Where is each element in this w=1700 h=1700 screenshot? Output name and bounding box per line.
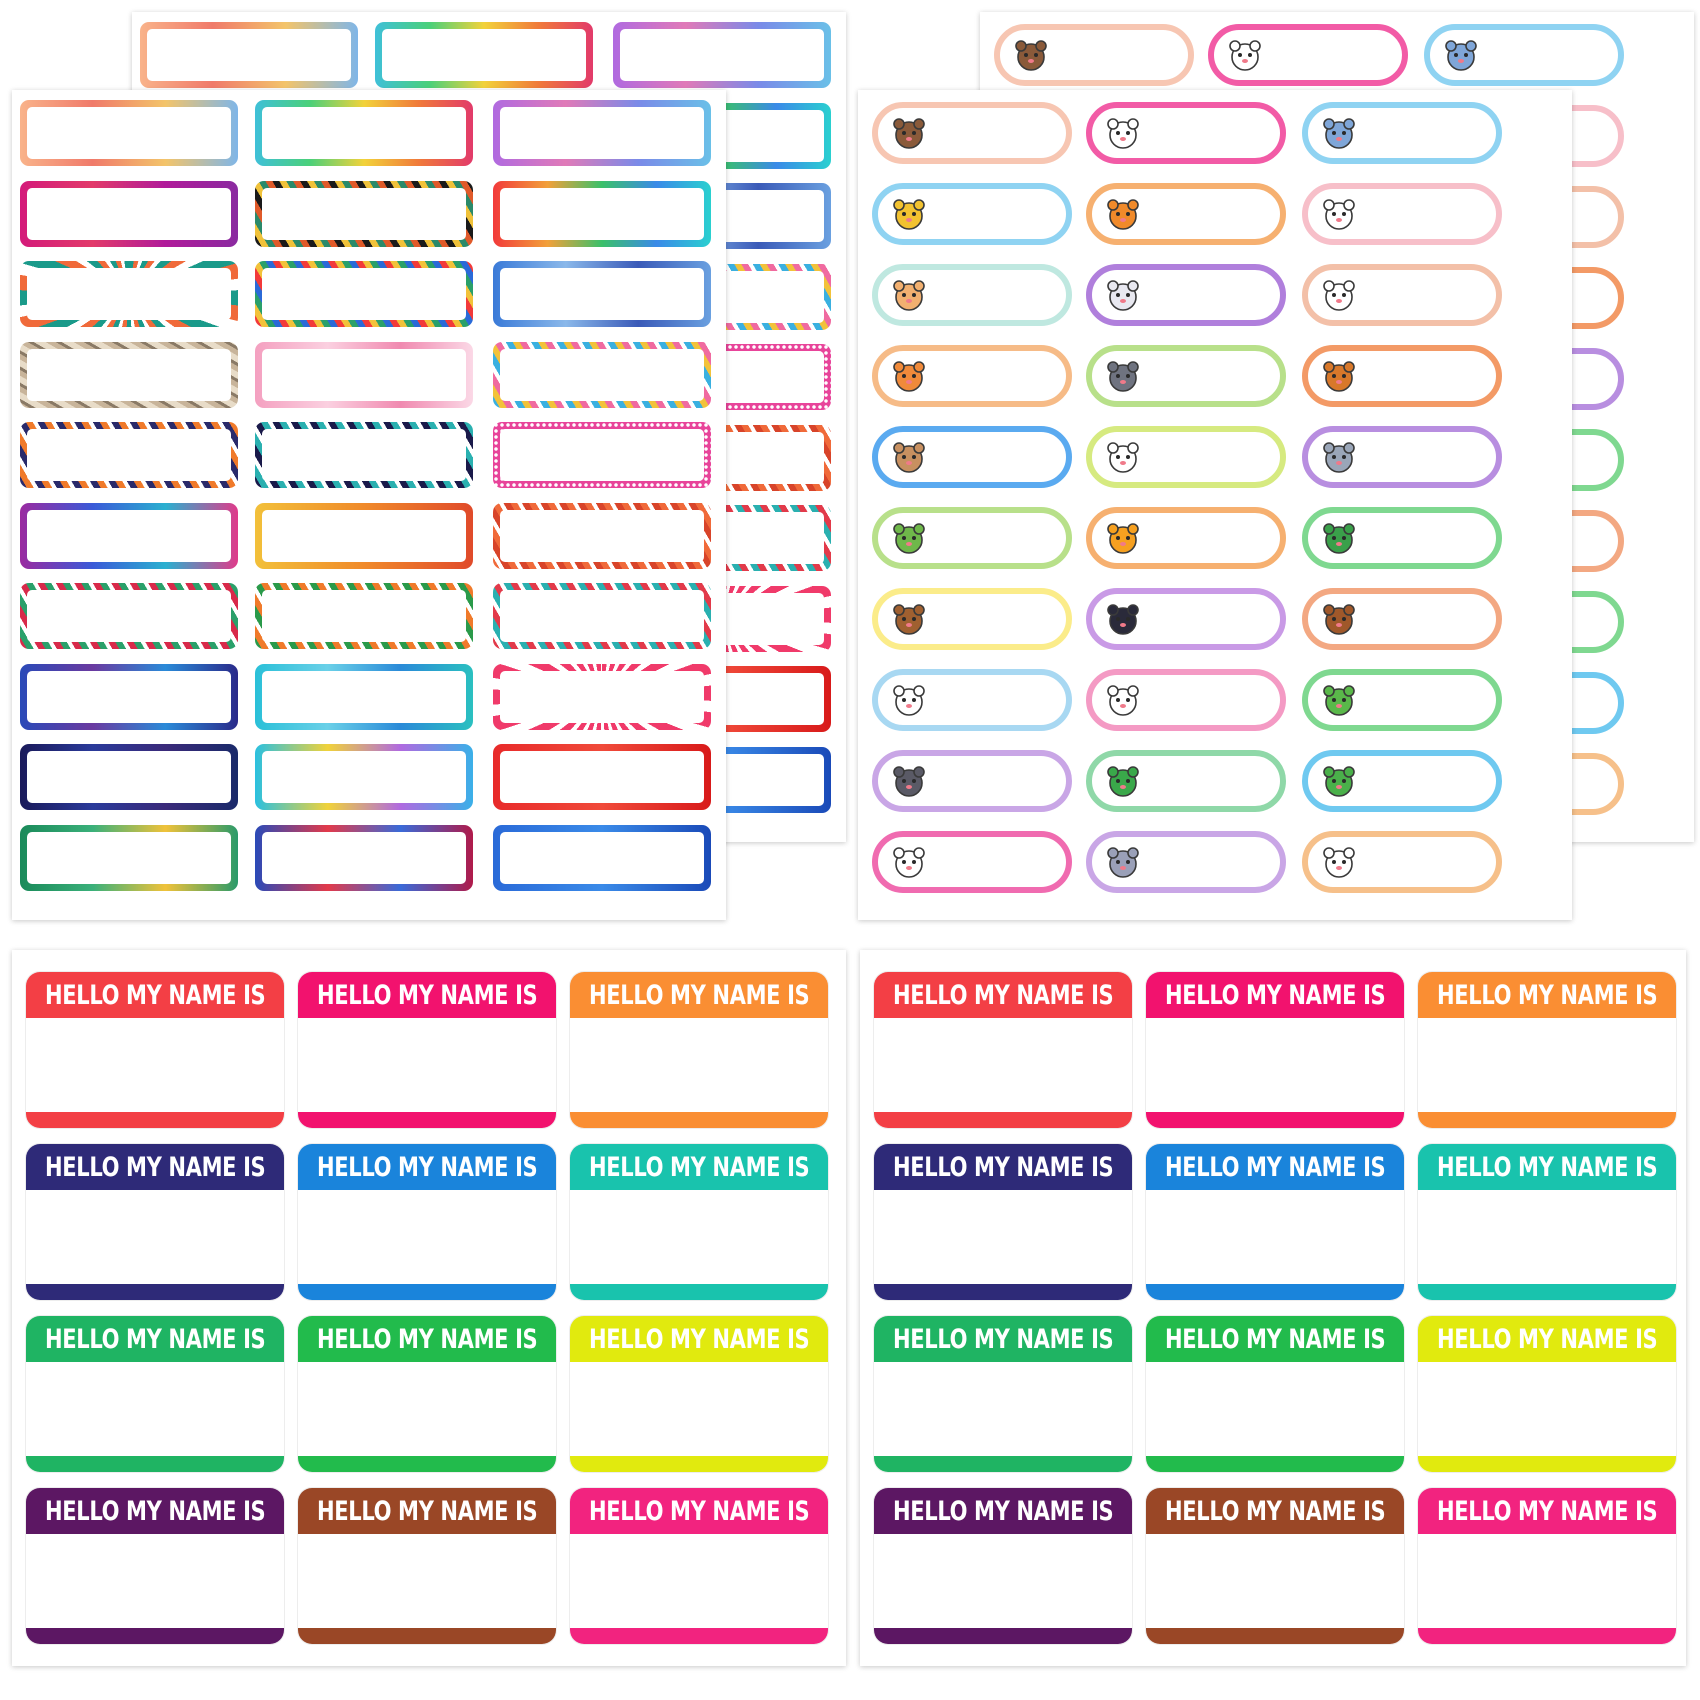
label-writing-area (27, 590, 231, 642)
name-tag-footer-band (26, 1628, 284, 1644)
name-tag-header (298, 1144, 556, 1190)
name-tag (298, 1316, 556, 1472)
bear-icon (1318, 598, 1360, 640)
name-tag-heading-text: HELLO MY NAME IS (316, 1151, 538, 1183)
rect-label-teal-stripe (255, 422, 473, 488)
label-writing-area (262, 349, 466, 401)
name-tag (298, 1144, 556, 1300)
label-writing-area (500, 349, 704, 401)
animal-pill-label (872, 264, 1072, 326)
rect-label-cyan-gradient (255, 664, 473, 730)
rect-label-coral-stripe (493, 503, 711, 569)
name-tag-heading-text: HELLO MY NAME IS (316, 979, 538, 1011)
name-tag-header (1418, 1316, 1676, 1362)
label-writing-area (500, 671, 704, 723)
name-tag (570, 1488, 828, 1644)
name-tag-heading-text: HELLO MY NAME IS (316, 1495, 538, 1527)
label-writing-area (500, 268, 704, 320)
sun-icon (1102, 517, 1144, 559)
name-tag (1418, 972, 1676, 1128)
name-tag-header (570, 1316, 828, 1362)
kitten-icon (1318, 841, 1360, 883)
rect-label-red-frame (493, 744, 711, 810)
koala-icon (1318, 436, 1360, 478)
elephant-icon (1440, 34, 1482, 76)
name-tag (26, 972, 284, 1128)
name-tag-header (1146, 1488, 1404, 1534)
bunny-skate-icon (1102, 679, 1144, 721)
crocodile-icon (1318, 517, 1360, 559)
rect-label-blue-star (493, 825, 711, 891)
rect-label-prism-gradient (255, 744, 473, 810)
bunny-heart-icon (1224, 34, 1266, 76)
name-tag-sheet-left (12, 950, 846, 1666)
name-tag-header (298, 972, 556, 1018)
owl-icon (1010, 34, 1052, 76)
rect-label-sunset-gradient (140, 22, 358, 88)
label-writing-area (500, 107, 704, 159)
name-tag-heading-text: HELLO MY NAME IS (588, 1151, 810, 1183)
panda-icon (1102, 436, 1144, 478)
label-writing-area (27, 510, 231, 562)
name-tag (298, 972, 556, 1128)
name-tag-header (1146, 972, 1404, 1018)
name-tag-footer-band (570, 1628, 828, 1644)
label-writing-area (27, 268, 231, 320)
name-tag (1418, 1488, 1676, 1644)
label-writing-area (262, 429, 466, 481)
name-tag-heading-text: HELLO MY NAME IS (316, 1323, 538, 1355)
sloth-icon (888, 436, 930, 478)
name-tag-footer-band (874, 1628, 1132, 1644)
name-tag-header (874, 1316, 1132, 1362)
name-tag-header (26, 1316, 284, 1362)
label-writing-area (500, 590, 704, 642)
name-tag-header (26, 972, 284, 1018)
animal-pill-label (1086, 507, 1286, 569)
name-tag-heading-text: HELLO MY NAME IS (892, 1151, 1114, 1183)
name-tag (570, 972, 828, 1128)
name-tag-header (1146, 1316, 1404, 1362)
name-tag-heading-text: HELLO MY NAME IS (1436, 979, 1658, 1011)
label-writing-area (262, 107, 466, 159)
turtle-icon (1318, 679, 1360, 721)
animal-pill-label (1302, 264, 1502, 326)
name-tag (570, 1316, 828, 1472)
rect-label-tie-dye (20, 503, 238, 569)
owl-icon (888, 112, 930, 154)
rect-label-magenta-gradient (20, 181, 238, 247)
bear-dab-icon (888, 679, 930, 721)
name-tag (1146, 972, 1404, 1128)
name-tag (874, 1144, 1132, 1300)
animal-pill-label (872, 507, 1072, 569)
name-tag-footer-band (570, 1112, 828, 1128)
name-tag-heading-text: HELLO MY NAME IS (44, 1495, 266, 1527)
rect-label-pink-sunburst (493, 664, 711, 730)
rect-label-violet-gradient (613, 22, 831, 88)
label-writing-area (262, 188, 466, 240)
name-tag-footer-band (1146, 1112, 1404, 1128)
name-tag (874, 1316, 1132, 1472)
rect-label-ocean-gradient (20, 664, 238, 730)
name-tag-footer-band (298, 1284, 556, 1300)
name-tag-heading-text: HELLO MY NAME IS (44, 979, 266, 1011)
name-tag-sheet-right (860, 950, 1686, 1666)
animal-pill-label (872, 183, 1072, 245)
label-writing-area (27, 107, 231, 159)
name-tag (26, 1144, 284, 1300)
fox-icon (888, 355, 930, 397)
label-writing-area (382, 29, 586, 81)
name-tag-header (298, 1488, 556, 1534)
polar-bear-icon (888, 841, 930, 883)
lion-icon (1318, 355, 1360, 397)
rect-label-marble-stripe (255, 181, 473, 247)
name-tag-header (1418, 1144, 1676, 1190)
animal-pill-label (1302, 345, 1502, 407)
name-tag-footer-band (874, 1284, 1132, 1300)
animal-pill-label (872, 831, 1072, 893)
name-tag (1146, 1488, 1404, 1644)
animal-pill-label (1086, 102, 1286, 164)
name-tag-header (570, 1144, 828, 1190)
name-tag-footer-band (1418, 1112, 1676, 1128)
name-tag (26, 1316, 284, 1472)
name-tag-heading-text: HELLO MY NAME IS (1164, 1495, 1386, 1527)
name-tag-heading-text: HELLO MY NAME IS (588, 979, 810, 1011)
name-tag (1146, 1144, 1404, 1300)
label-writing-area (27, 188, 231, 240)
name-tag-header (298, 1316, 556, 1362)
dragon-icon (1102, 193, 1144, 235)
name-tag-heading-text: HELLO MY NAME IS (588, 1495, 810, 1527)
name-tag-heading-text: HELLO MY NAME IS (1436, 1495, 1658, 1527)
name-tag-heading-text: HELLO MY NAME IS (892, 1323, 1114, 1355)
label-writing-area (27, 751, 231, 803)
label-writing-area (262, 751, 466, 803)
animal-pill-label (872, 588, 1072, 650)
animal-pill-label (1086, 183, 1286, 245)
name-tag-footer-band (874, 1456, 1132, 1472)
name-tag-footer-band (1418, 1456, 1676, 1472)
name-tag-footer-band (1418, 1284, 1676, 1300)
name-tag-header (1418, 1488, 1676, 1534)
rect-label-navy-orange-stripe (20, 422, 238, 488)
name-tag-header (1418, 972, 1676, 1018)
avocado-icon (888, 517, 930, 559)
bee-icon (888, 193, 930, 235)
animal-pill-label (1302, 183, 1502, 245)
animal-pill-label (1086, 588, 1286, 650)
name-tag-header (1146, 1144, 1404, 1190)
animal-pill-label (1302, 669, 1502, 731)
animal-pill-label (994, 24, 1194, 86)
elephant-icon (1318, 112, 1360, 154)
label-writing-area (147, 29, 351, 81)
label-writing-area (500, 429, 704, 481)
monkey-icon (888, 598, 930, 640)
name-tag-header (26, 1144, 284, 1190)
rect-label-green-orange-stripe (255, 583, 473, 649)
rect-label-pink-marble (255, 342, 473, 408)
rect-label-orange-gradient (255, 503, 473, 569)
animal-pill-label (872, 345, 1072, 407)
animal-pill-label (1086, 345, 1286, 407)
label-writing-area (262, 671, 466, 723)
name-tag-heading-text: HELLO MY NAME IS (44, 1151, 266, 1183)
animal-pill-label (1086, 264, 1286, 326)
raccoon-icon (1102, 355, 1144, 397)
animal-pill-label (1302, 588, 1502, 650)
name-tag-footer-band (26, 1456, 284, 1472)
rect-label-blue-red-swirl (255, 825, 473, 891)
label-writing-area (620, 29, 824, 81)
bunny-heart-icon (1102, 112, 1144, 154)
label-writing-area (500, 510, 704, 562)
name-tag-header (874, 972, 1132, 1018)
rect-label-candy-stripe (493, 342, 711, 408)
animal-label-sheet-front (858, 90, 1572, 920)
animal-pill-label (1302, 831, 1502, 893)
name-tag-header (874, 1488, 1132, 1534)
label-writing-area (262, 268, 466, 320)
name-tag-header (570, 972, 828, 1018)
penguin-icon (1102, 598, 1144, 640)
cat-icon (1318, 193, 1360, 235)
name-tag-header (570, 1488, 828, 1534)
name-tag (874, 1488, 1132, 1644)
name-tag-heading-text: HELLO MY NAME IS (1436, 1151, 1658, 1183)
name-tag (1418, 1316, 1676, 1472)
rect-label-rainbow-gradient (255, 100, 473, 166)
name-tag-heading-text: HELLO MY NAME IS (44, 1323, 266, 1355)
label-writing-area (500, 751, 704, 803)
rect-label-teal-sunburst (20, 261, 238, 327)
rect-label-sheet-front (12, 90, 726, 920)
bunny-icon (1318, 274, 1360, 316)
label-writing-area (27, 429, 231, 481)
animal-pill-label (1302, 750, 1502, 812)
name-tag-footer-band (874, 1112, 1132, 1128)
rect-label-marble-tan (20, 342, 238, 408)
name-tag-heading-text: HELLO MY NAME IS (588, 1323, 810, 1355)
name-tag-footer-band (1146, 1284, 1404, 1300)
name-tag (1418, 1144, 1676, 1300)
rect-label-galaxy-blue (20, 744, 238, 810)
animal-pill-label (872, 426, 1072, 488)
astronaut-icon (1102, 274, 1144, 316)
name-tag-heading-text: HELLO MY NAME IS (1164, 1151, 1386, 1183)
name-tag-heading-text: HELLO MY NAME IS (892, 979, 1114, 1011)
label-writing-area (500, 832, 704, 884)
hamster-icon (888, 274, 930, 316)
animal-pill-label (872, 669, 1072, 731)
animal-pill-label (1302, 102, 1502, 164)
label-writing-area (262, 590, 466, 642)
raccoon-dab-icon (888, 760, 930, 802)
label-writing-area (500, 188, 704, 240)
animal-pill-label (1086, 750, 1286, 812)
rect-label-festive-stripe (20, 583, 238, 649)
crocodile-skate-icon (1318, 760, 1360, 802)
label-writing-area (262, 832, 466, 884)
name-tag-footer-band (1418, 1628, 1676, 1644)
name-tag-heading-text: HELLO MY NAME IS (1164, 1323, 1386, 1355)
name-tag (874, 972, 1132, 1128)
animal-pill-label (872, 750, 1072, 812)
animal-pill-label (1302, 507, 1502, 569)
name-tag-heading-text: HELLO MY NAME IS (892, 1495, 1114, 1527)
rect-label-blue-ice (493, 261, 711, 327)
label-writing-area (27, 349, 231, 401)
animal-pill-label (872, 102, 1072, 164)
rect-label-rainbow-gradient (375, 22, 593, 88)
rect-label-pink-dots (493, 422, 711, 488)
name-tag-footer-band (298, 1112, 556, 1128)
animal-pill-label (1302, 426, 1502, 488)
animal-pill-label (1086, 669, 1286, 731)
name-tag-footer-band (1146, 1456, 1404, 1472)
animal-pill-label (1208, 24, 1408, 86)
name-tag-footer-band (298, 1628, 556, 1644)
rect-label-red-teal-stripe (493, 583, 711, 649)
name-tag-footer-band (570, 1284, 828, 1300)
name-tag-header (874, 1144, 1132, 1190)
elephant-guitar-icon (1102, 841, 1144, 883)
name-tag-header (26, 1488, 284, 1534)
animal-pill-label (1086, 831, 1286, 893)
name-tag (1146, 1316, 1404, 1472)
name-tag-heading-text: HELLO MY NAME IS (1436, 1323, 1658, 1355)
animal-pill-label (1086, 426, 1286, 488)
rect-label-rainbow-bright (493, 181, 711, 247)
label-writing-area (27, 671, 231, 723)
name-tag-footer-band (570, 1456, 828, 1472)
label-writing-area (27, 832, 231, 884)
name-tag (570, 1144, 828, 1300)
name-tag-heading-text: HELLO MY NAME IS (1164, 979, 1386, 1011)
name-tag (298, 1488, 556, 1644)
rect-label-sunset-gradient (20, 100, 238, 166)
animal-pill-label (1424, 24, 1624, 86)
dinosaur-icon (1102, 760, 1144, 802)
label-writing-area (262, 510, 466, 562)
name-tag-footer-band (1146, 1628, 1404, 1644)
name-tag-footer-band (298, 1456, 556, 1472)
name-tag-footer-band (26, 1284, 284, 1300)
rect-label-green-swirl (20, 825, 238, 891)
rect-label-rainbow-stripe (255, 261, 473, 327)
name-tag (26, 1488, 284, 1644)
name-tag-footer-band (26, 1112, 284, 1128)
rect-label-violet-gradient (493, 100, 711, 166)
